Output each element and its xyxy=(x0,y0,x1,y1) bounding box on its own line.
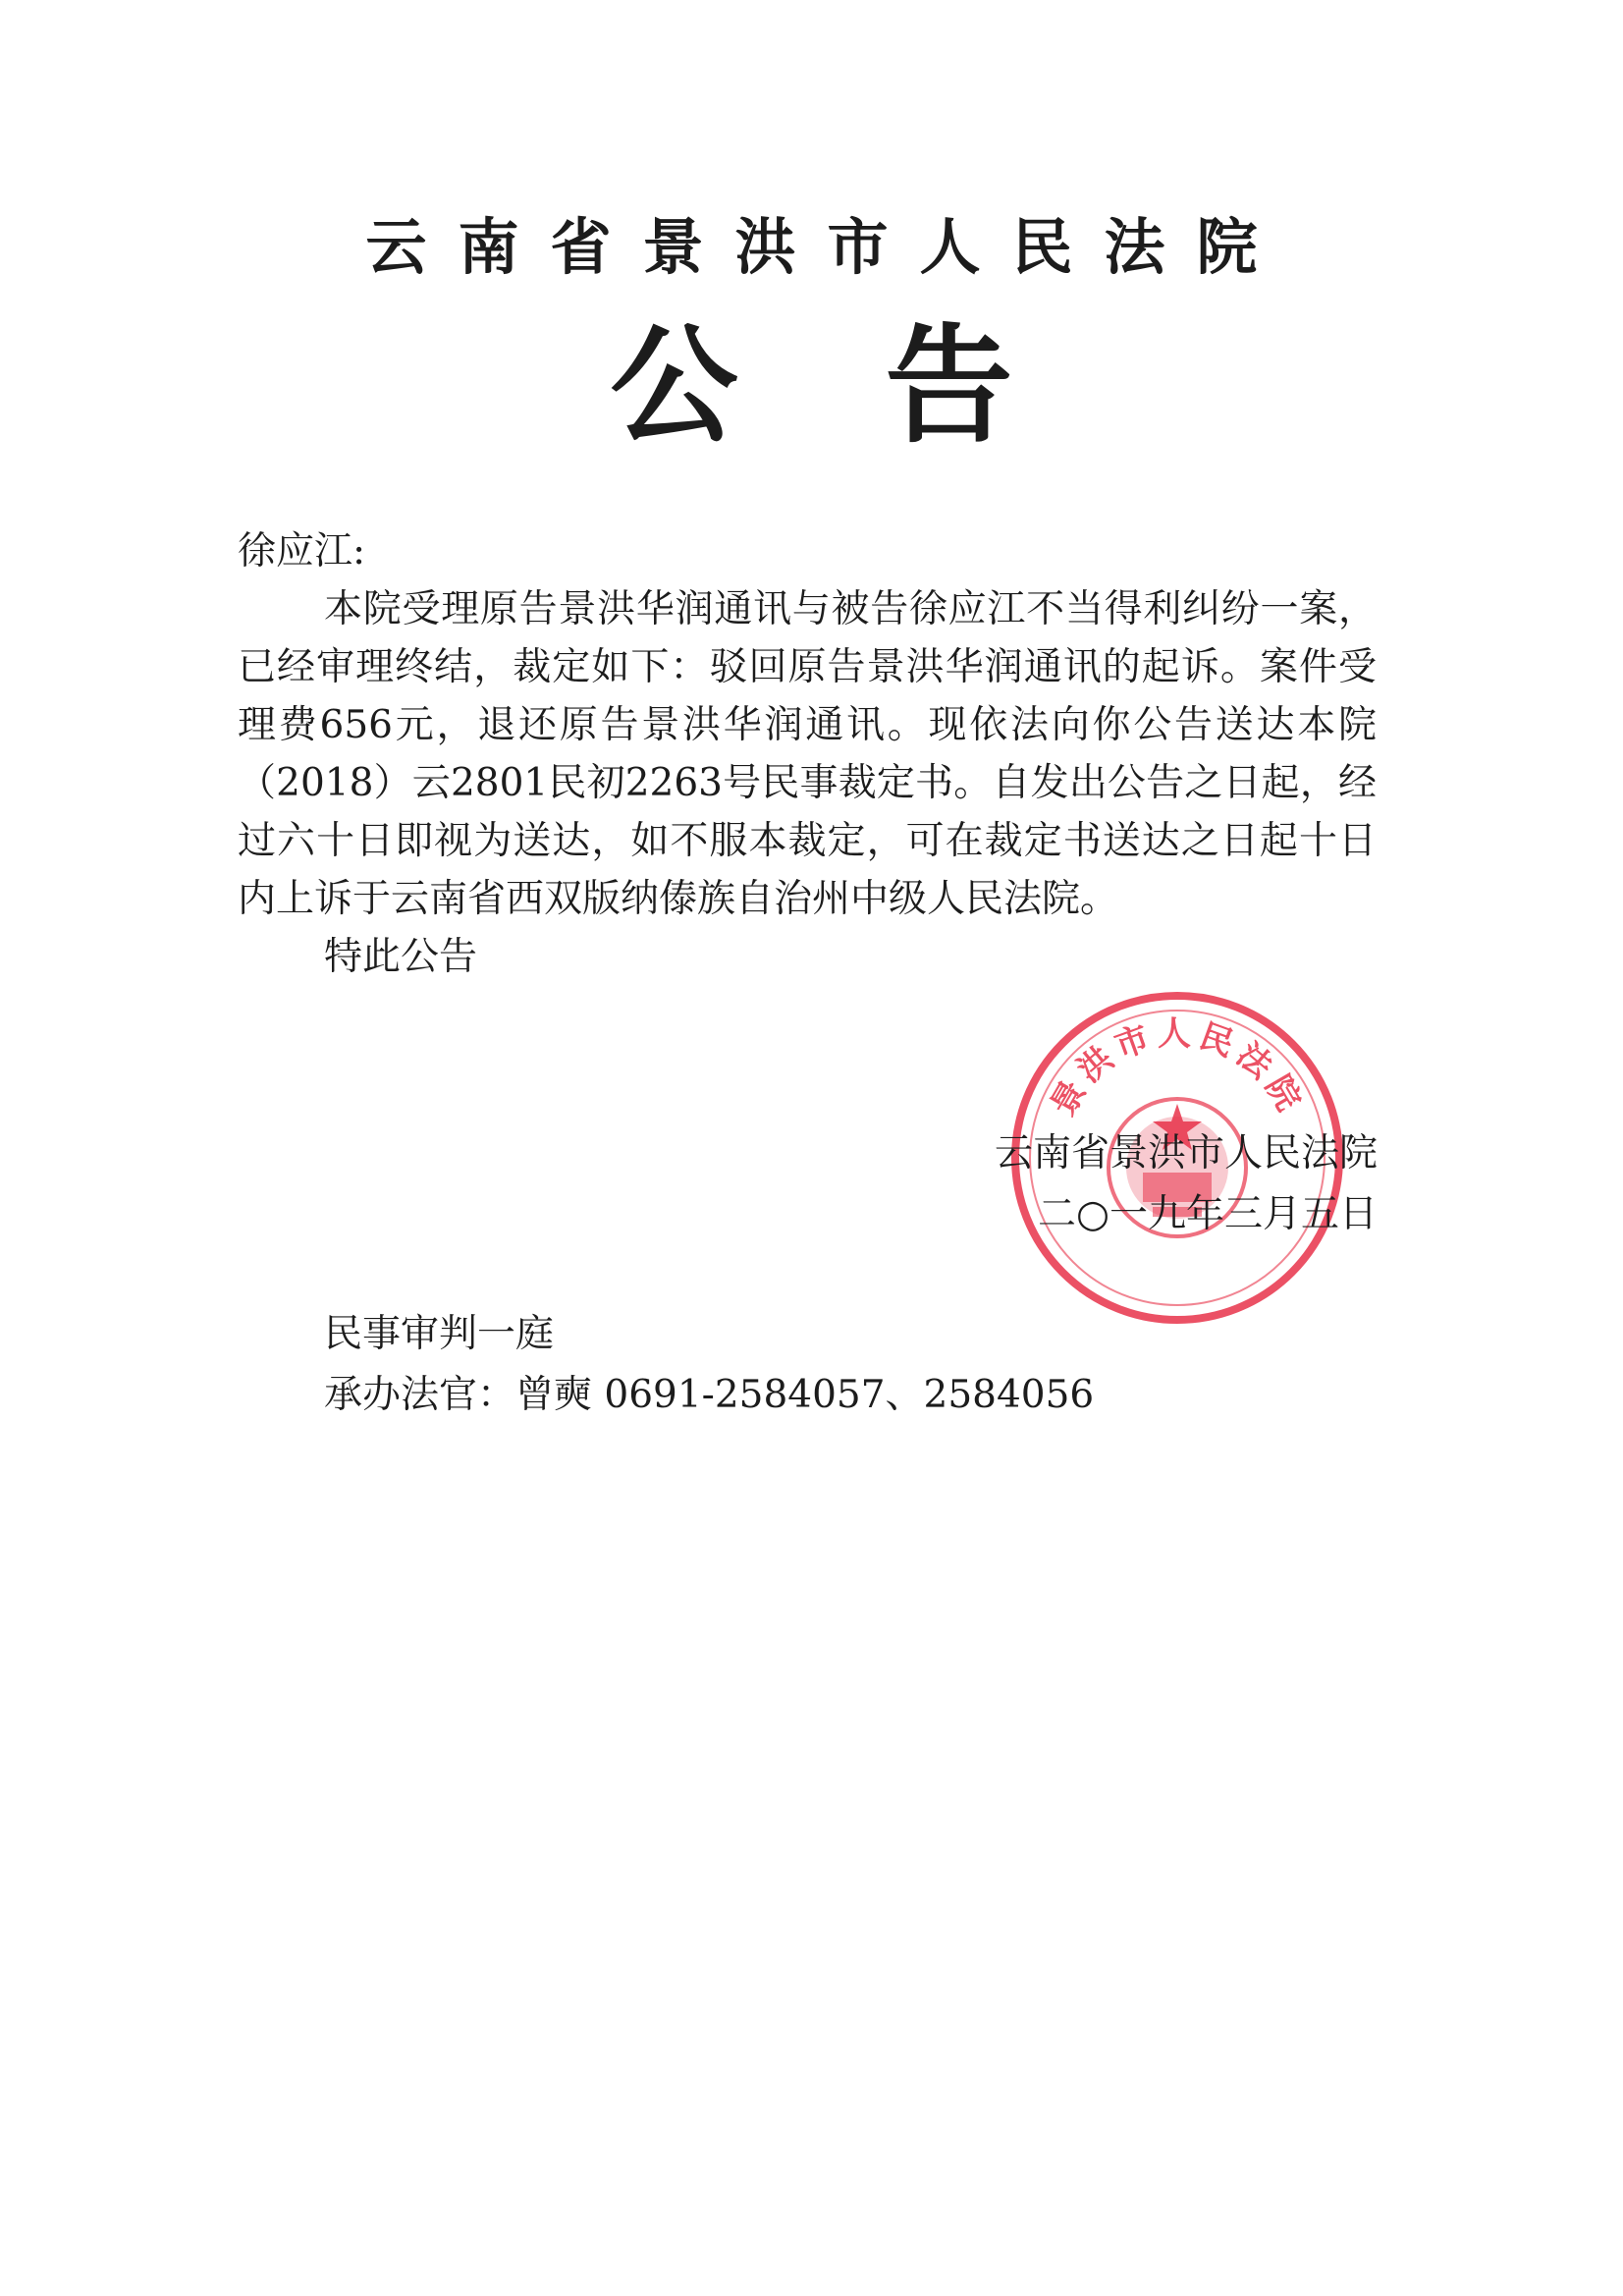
notice-paragraph: 本院受理原告景洪华润通讯与被告徐应江不当得利纠纷一案，已经审理终结，裁定如下：驳回原告景洪华润通讯的起诉。案件受理费656元，退还原告景洪华润通讯。现依法向你公告送达本院（2018）云2801民初2263号民事裁定书。自发出公告之日起，经过六十日即视为送达，如不服本裁定，可在裁定书送达之日起十日内上诉于云南省西双版纳傣族自治州中级人民法院。 xyxy=(238,587,1377,921)
signature-date: 二○一九年三月五日 xyxy=(1037,1192,1378,1236)
closing-phrase: 特此公告 xyxy=(324,935,478,979)
signature-court: 云南省景洪市人民法院 xyxy=(994,1131,1378,1175)
seal-text: 景洪市人民法院 xyxy=(1043,1014,1312,1123)
court-name: 云南省景洪市人民法院 xyxy=(365,211,1289,283)
judge-contact: 承办法官：曾奭 0691-2584057、2584056 xyxy=(324,1373,1095,1417)
addressee: 徐应江: xyxy=(238,529,366,574)
notice-body xyxy=(238,522,1377,986)
footer-block xyxy=(324,1304,1094,1426)
department: 民事审判一庭 xyxy=(324,1312,555,1356)
document-title: 公告 xyxy=(610,311,1161,461)
signature-block xyxy=(995,1123,1378,1245)
